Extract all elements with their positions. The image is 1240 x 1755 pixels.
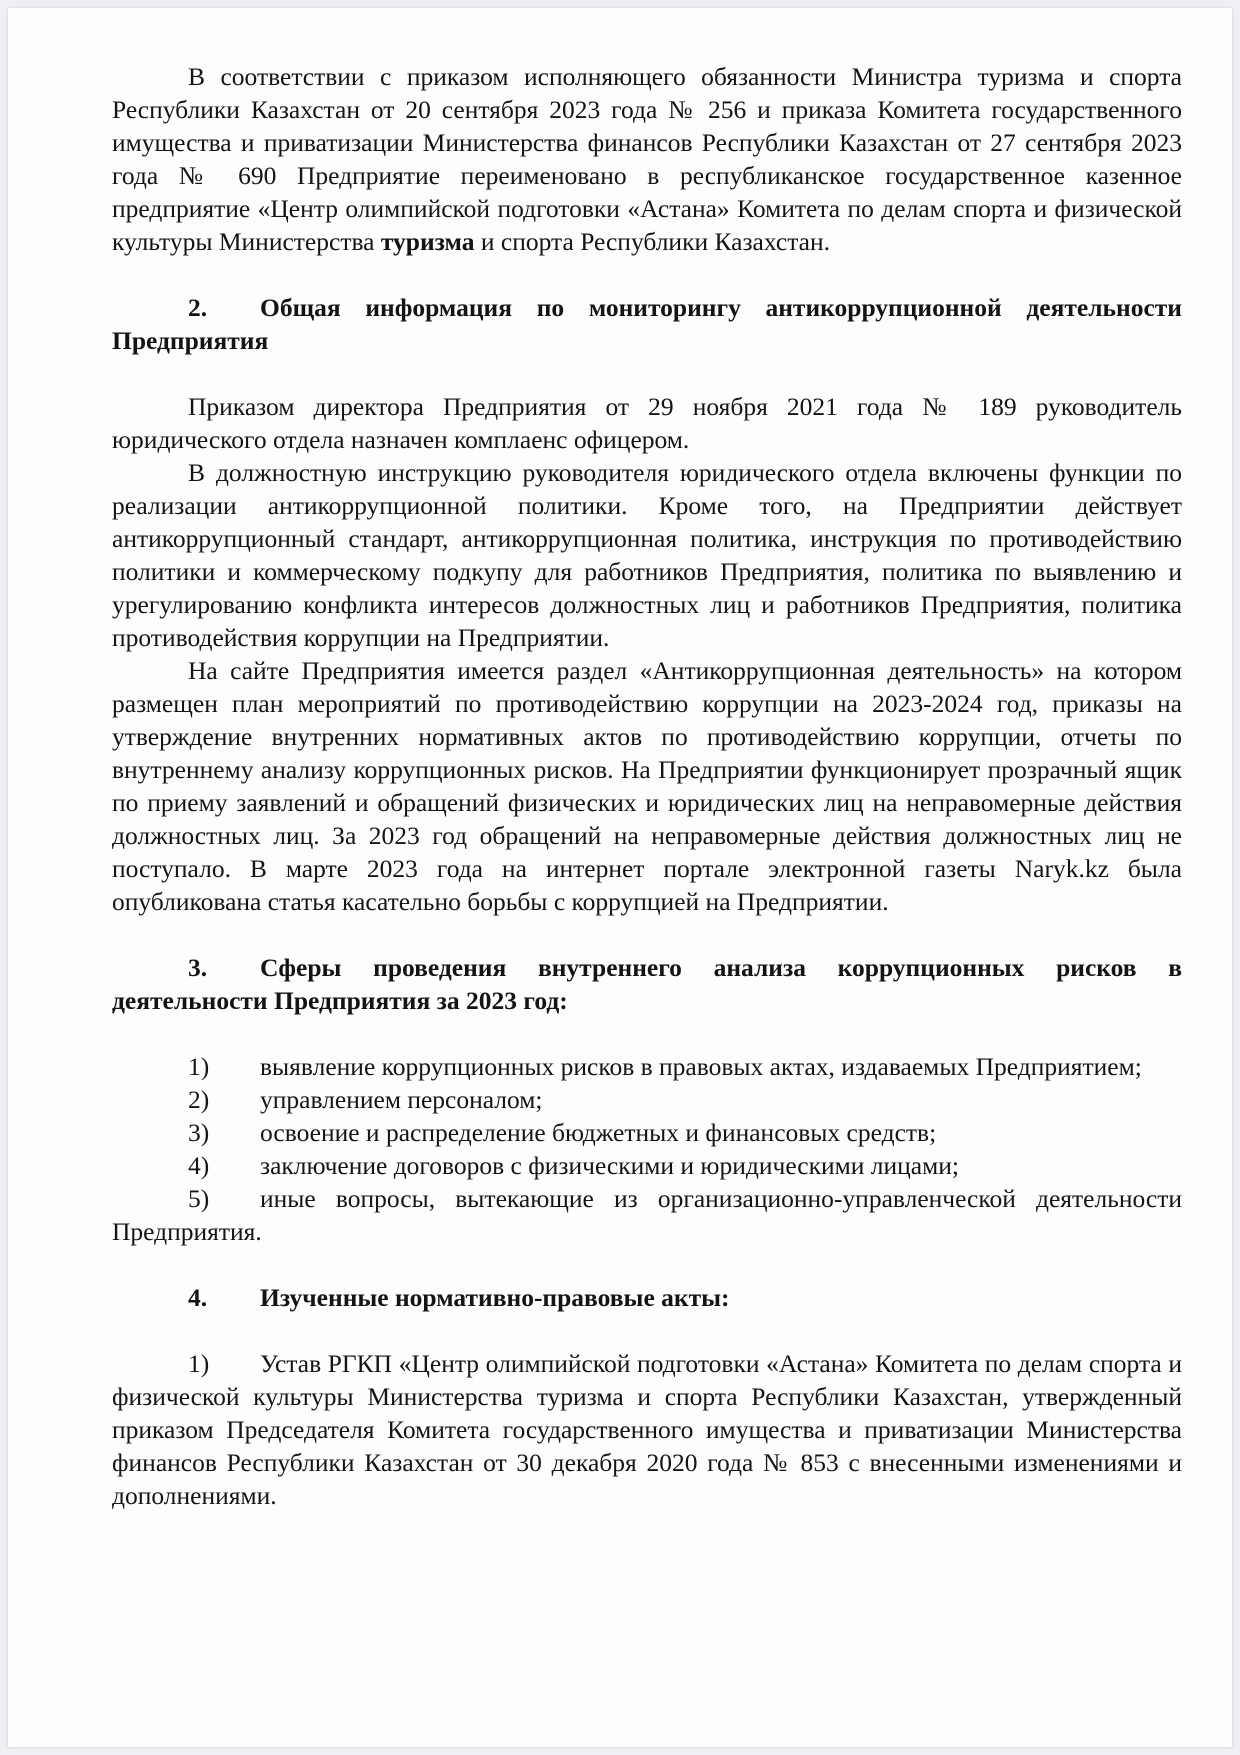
list-item: 5) иные вопросы, вытекающие из организационно-управленческой деятельности Предприятия. <box>112 1184 1182 1246</box>
section-number: 2. <box>188 293 208 322</box>
document-page <box>8 8 1232 1747</box>
section-2-paragraph: На сайте Предприятия имеется раздел «Антикоррупционная деятельность» на котором размещен план мероприятий по противодействию коррупции на 2023-2024 год, приказы на утверждение внутренних нормативных актов по противодействию коррупции, отчеты по внутреннему анализу коррупционных рисков. На Предприятии функционирует прозрачный ящик по приему заявлений и обращений физических и юридических лиц на неправомерные действия должностных лиц. За 2023 год обращений на неправомерные действия должностных лиц не поступало. В марте 2023 года на интернет портале электронной газеты Naryk.kz была опубликована статья касательно борьбы с коррупцией на Предприятии. <box>112 656 1182 916</box>
section-title: Сферы проведения внутреннего анализа коррупционных рисков в деятельности Предприятия за 2023 год: <box>112 953 1182 1015</box>
section-title: Изученные нормативно-правовые акты: <box>260 1283 730 1312</box>
list-item: 2) управлением персоналом; <box>188 1085 543 1114</box>
bold-word: туризма <box>380 227 475 256</box>
section-2-heading <box>112 291 1182 357</box>
section-2-paragraph: Приказом директора Предприятия от 29 ноября 2021 года № 189 руководитель юридического отдела назначен комплаенс офицером. <box>112 392 1182 454</box>
document-body <box>112 60 1182 1512</box>
list-item: 1) выявление коррупционных рисков в правовых актах, издаваемых Предприятием; <box>188 1052 1142 1081</box>
section-3-heading <box>112 951 1182 1017</box>
section-number: 4. <box>188 1283 208 1312</box>
section-2-paragraph: В должностную инструкцию руководителя юридического отдела включены функции по реализации антикоррупционной политики. Кроме того, на Предприятии действует антикоррупционный стандарт, антикоррупционная политика, инструкция по противодействию политики и коммерческому подкупу для работников Предприятия, политика по выявлению и урегулированию конфликта интересов должностных лиц и работников Предприятия, политика противодействия коррупции на Предприятии. <box>112 458 1182 652</box>
section-title: Общая информация по мониторингу антикоррупционной деятельности Предприятия <box>112 293 1182 355</box>
list-item: 4) заключение договоров с физическими и юридическими лицами; <box>188 1151 959 1180</box>
intro-paragraph: В соответствии с приказом исполняющего обязанности Министра туризма и спорта Республики Казахстан от 20 сентября 2023 года № 256 и приказа Комитета государственного имущества и приватизации Министерства финансов Республики Казахстан от 27 сентября 2023 года № 690 Предприятие переименовано в республиканское государственное казенное предприятие «Центр олимпийской подготовки «Астана» Комитета по делам спорта и физической культуры Министерства туризма и спорта Республики Казахстан. <box>112 62 1182 256</box>
section-4-heading <box>112 1281 1182 1314</box>
list-item: 3) освоение и распределение бюджетных и финансовых средств; <box>188 1118 937 1147</box>
section-number: 3. <box>188 953 208 982</box>
list-item: 1) Устав РГКП «Центр олимпийской подготовки «Астана» Комитета по делам спорта и физической культуры Министерства туризма и спорта Республики Казахстан, утвержденный приказом Председателя Комитета государственного имущества и приватизации Министерства финансов Республики Казахстан от 30 декабря 2020 года № 853 с внесенными изменениями и дополнениями. <box>112 1349 1182 1510</box>
